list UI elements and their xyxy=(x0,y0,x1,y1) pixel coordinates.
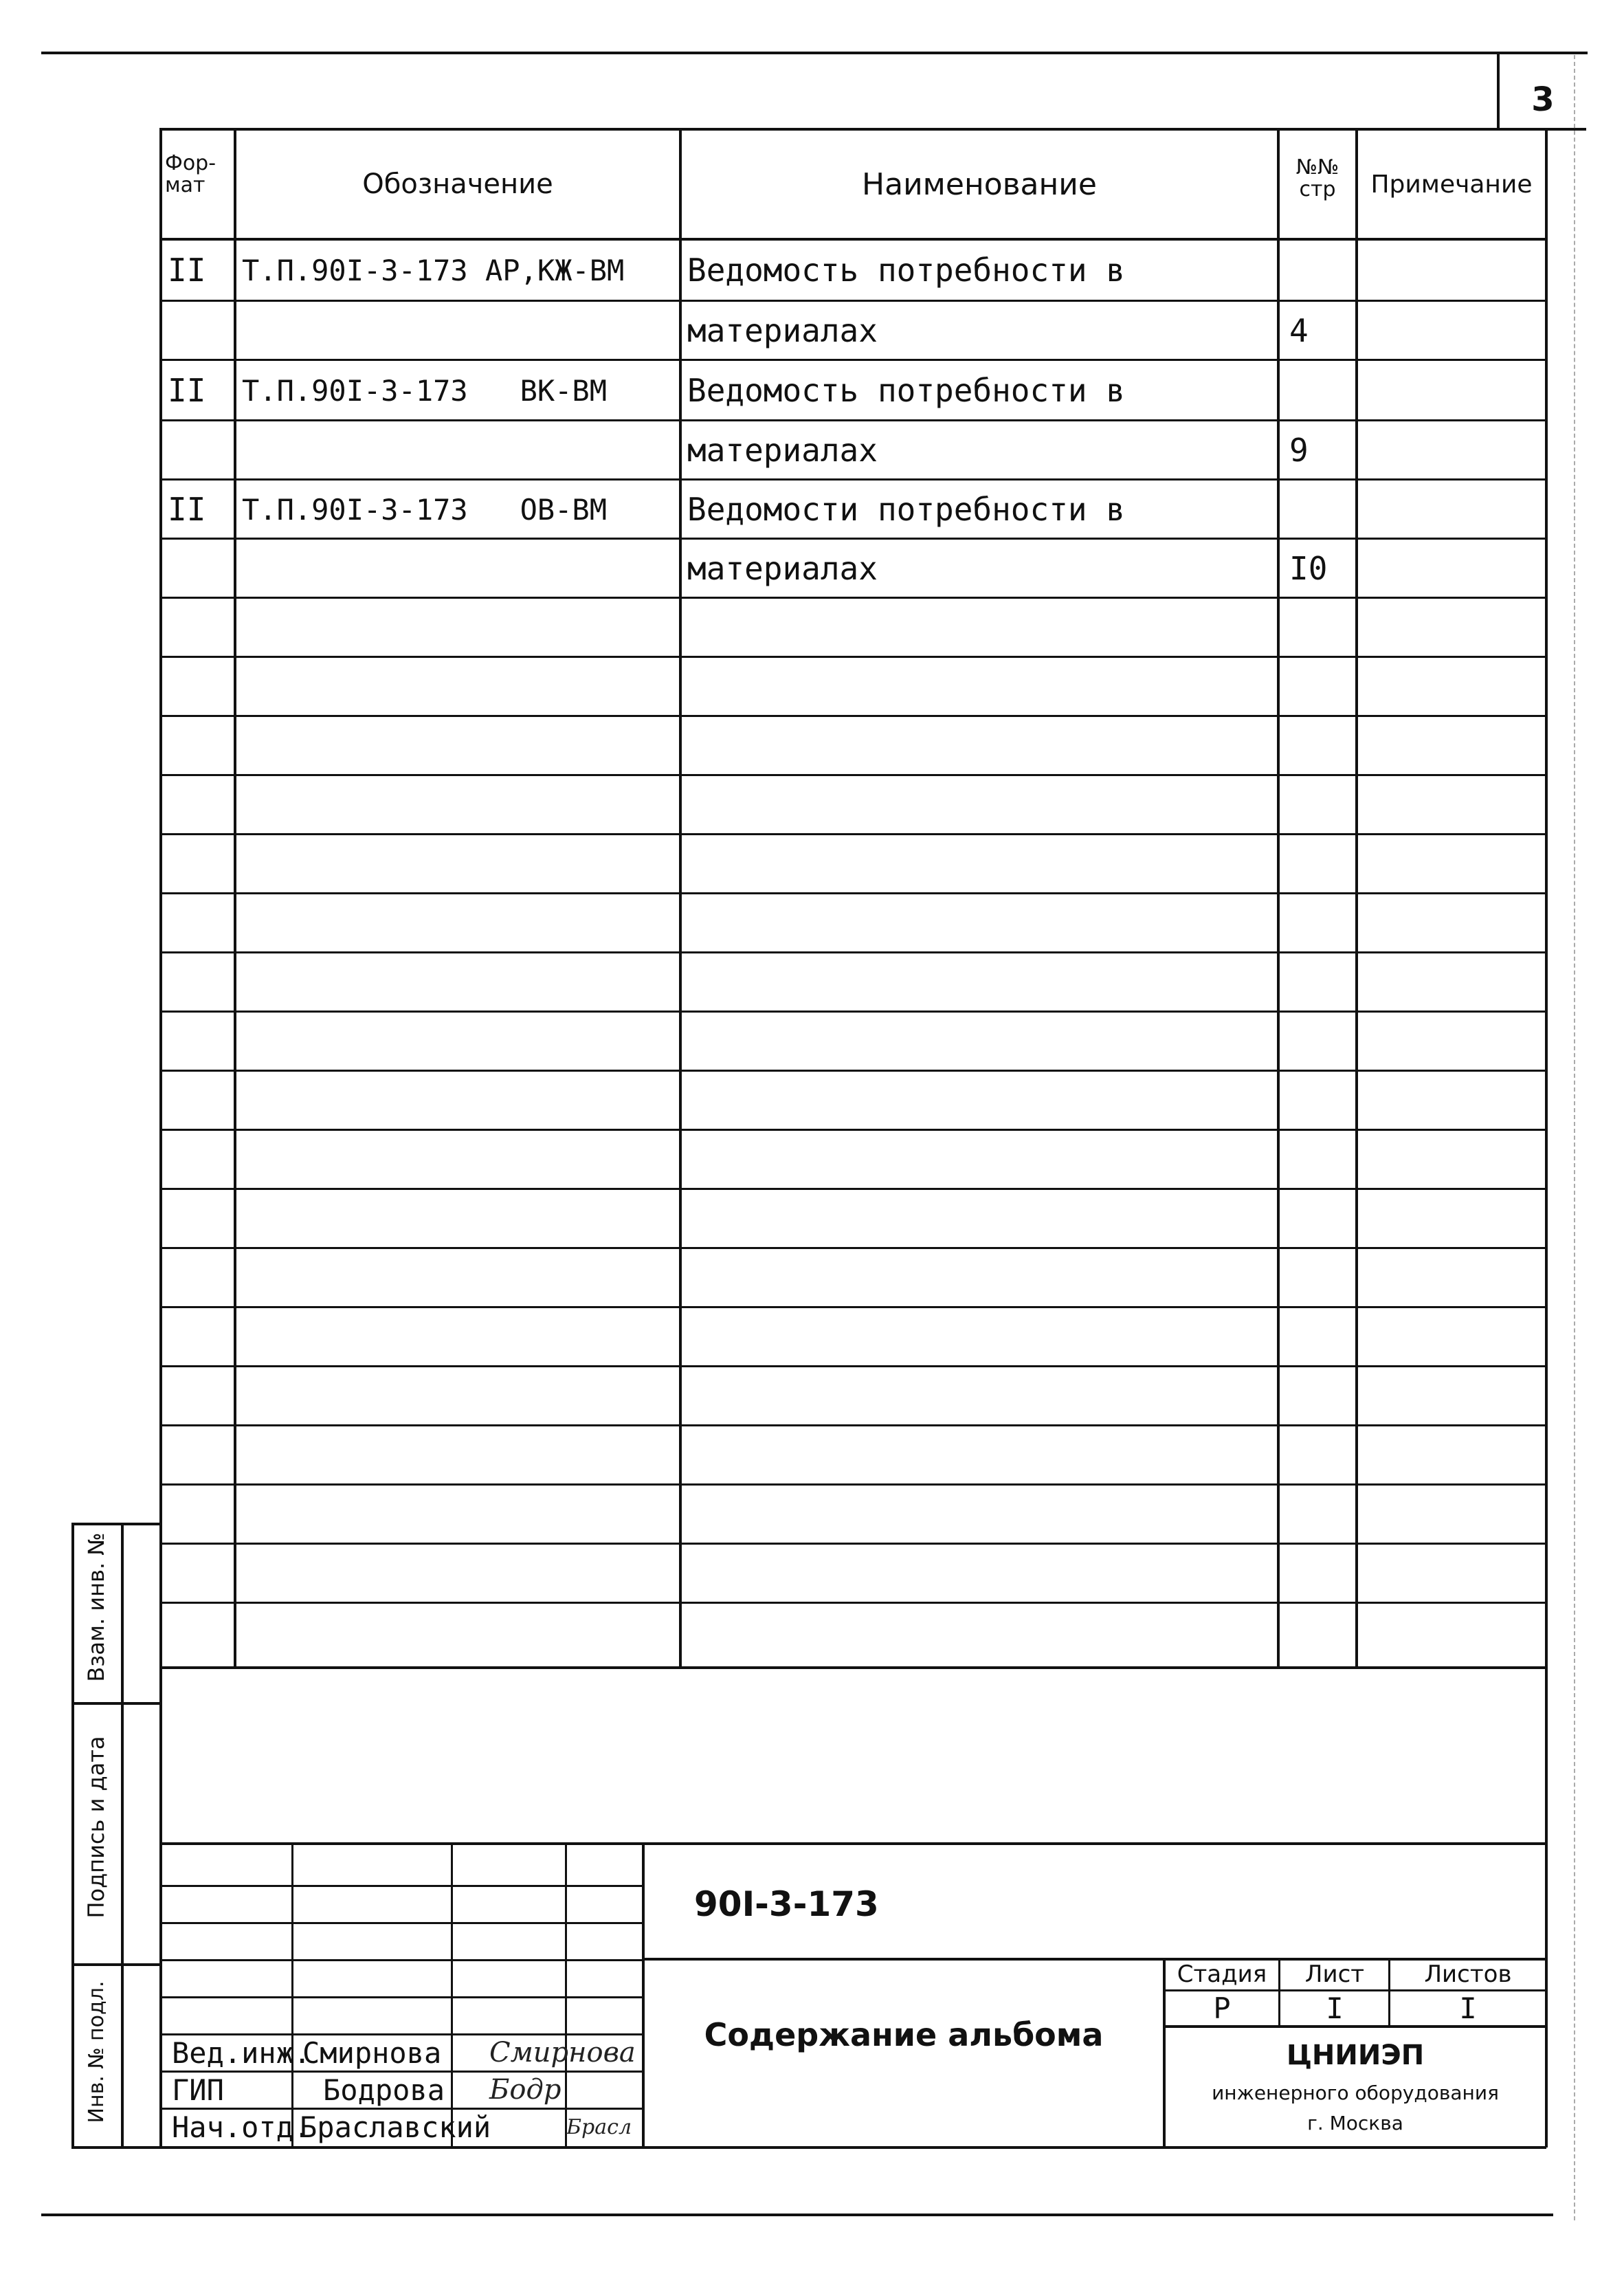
row-line xyxy=(159,1188,1546,1190)
frame-left-lower xyxy=(159,1666,162,2148)
row-format xyxy=(168,540,234,597)
row-page: 4 xyxy=(1289,312,1309,349)
row-page: I0 xyxy=(1289,550,1328,587)
row-line xyxy=(159,1070,1546,1072)
row-format xyxy=(168,422,234,478)
row-line xyxy=(159,478,1546,481)
sheet-label: Лист xyxy=(1304,1961,1365,1988)
sheet-number-divider xyxy=(1497,54,1500,129)
side-podpis-data: Подпись и дата xyxy=(83,1736,109,1919)
signer-name: Смирнова xyxy=(302,2035,442,2070)
title-block-top xyxy=(159,1842,1546,1845)
row-format xyxy=(168,302,234,359)
header-designation: Обозначение xyxy=(362,168,553,200)
row-note xyxy=(1361,422,1545,478)
header-format-line2: мат xyxy=(165,173,205,197)
side-inv-podl: Инв. № подл. xyxy=(84,1980,109,2123)
row-page xyxy=(1289,241,1355,300)
row-line xyxy=(159,419,1546,421)
sheet-number: 3 xyxy=(1531,80,1555,119)
sheet-value: I xyxy=(1326,1991,1344,2025)
sig-row-line xyxy=(159,1922,643,1924)
stage-values-bottom xyxy=(1163,2025,1546,2028)
signer-name: Браславский xyxy=(300,2110,491,2144)
row-format: II xyxy=(168,491,206,528)
side-stamp-left-border xyxy=(71,1523,74,2148)
row-line xyxy=(159,1483,1546,1486)
stage-sep1 xyxy=(1278,1958,1280,2027)
row-designation xyxy=(242,540,679,597)
sig-col-1 xyxy=(291,1842,293,2148)
row-line xyxy=(159,1306,1546,1308)
sig-row-line xyxy=(159,1996,643,1998)
top-rule xyxy=(41,52,1588,54)
side-stamp-inner-border xyxy=(121,1523,124,2148)
row-note xyxy=(1361,362,1545,419)
row-line xyxy=(159,1365,1546,1367)
row-name: материалах xyxy=(687,312,878,349)
row-page: 9 xyxy=(1289,432,1309,469)
header-page-no-line1: №№ xyxy=(1295,155,1339,179)
sig-row-line xyxy=(159,1959,643,1961)
row-line xyxy=(159,1247,1546,1249)
row-page xyxy=(1289,481,1355,538)
signer-role: Вед.инж. xyxy=(172,2035,311,2070)
row-page xyxy=(1289,362,1355,419)
signer-name: Бодрова xyxy=(323,2073,445,2107)
stage-sep2 xyxy=(1388,1958,1390,2027)
row-line xyxy=(159,1011,1546,1013)
row-note xyxy=(1361,481,1545,538)
stage-label: Стадия xyxy=(1177,1961,1267,1988)
header-format xyxy=(165,153,234,197)
bottom-rule xyxy=(41,2214,1553,2216)
document-code: 90I-3-173 xyxy=(694,1884,879,1924)
header-format-line1: Фор- xyxy=(165,151,216,175)
row-line xyxy=(159,1129,1546,1131)
row-line xyxy=(159,597,1546,599)
frame-right-lower xyxy=(1545,1666,1548,2148)
row-name: материалах xyxy=(687,432,878,469)
row-name: материалах xyxy=(687,550,878,587)
signer-role: Нач.отд. xyxy=(172,2110,311,2144)
scan-margin-line xyxy=(1574,55,1575,2220)
row-line xyxy=(159,359,1546,361)
document-title: Содержание альбома xyxy=(704,2016,1104,2053)
row-line xyxy=(159,715,1546,717)
table-bottom-border xyxy=(159,1666,1546,1669)
row-line xyxy=(159,1543,1546,1545)
sheets-value: I xyxy=(1459,1991,1477,2025)
org-city: г. Москва xyxy=(1307,2111,1403,2134)
row-note xyxy=(1361,302,1545,359)
row-format: II xyxy=(168,372,206,409)
row-name: Ведомость потребности в xyxy=(687,252,1125,289)
header-name: Наименование xyxy=(862,166,1097,202)
signer-role: ГИП xyxy=(172,2073,224,2107)
stage-value: Р xyxy=(1213,1991,1231,2025)
row-designation: Т.П.90I-3-173 ОВ-ВМ xyxy=(242,492,608,527)
row-format: II xyxy=(168,252,206,289)
header-page-no xyxy=(1280,157,1355,201)
row-name: Ведомость потребности в xyxy=(687,372,1125,409)
row-name: Ведомости потребности в xyxy=(687,491,1125,528)
org-sub: инженерного оборудования xyxy=(1212,2081,1499,2104)
header-page-no-line2: стр xyxy=(1299,177,1336,201)
header-note: Примечание xyxy=(1370,170,1533,199)
row-designation xyxy=(242,302,679,359)
signer-signature: Брасл xyxy=(566,2115,632,2139)
row-line xyxy=(159,774,1546,776)
row-line xyxy=(159,833,1546,835)
row-line xyxy=(159,656,1546,658)
sig-row-line xyxy=(159,1885,643,1887)
row-line xyxy=(159,1602,1546,1604)
row-note xyxy=(1361,540,1545,597)
row-line xyxy=(159,951,1546,953)
signer-signature: Смирнова xyxy=(489,2037,636,2068)
title-block-left-divider xyxy=(642,1842,645,2148)
row-designation: Т.П.90I-3-173 АР,КЖ-ВМ xyxy=(242,253,625,287)
row-designation xyxy=(242,422,679,478)
org-name: ЦНИИЭП xyxy=(1286,2040,1425,2071)
row-line xyxy=(159,892,1546,894)
side-vzam-inv: Взам. инв. № xyxy=(83,1532,109,1682)
row-line xyxy=(159,538,1546,540)
sheets-label: Листов xyxy=(1424,1961,1512,1988)
signer-signature: Бодр xyxy=(489,2074,561,2106)
row-line xyxy=(159,1424,1546,1426)
row-line xyxy=(159,300,1546,302)
row-note xyxy=(1361,241,1545,300)
row-designation: Т.П.90I-3-173 ВК-ВМ xyxy=(242,373,608,408)
